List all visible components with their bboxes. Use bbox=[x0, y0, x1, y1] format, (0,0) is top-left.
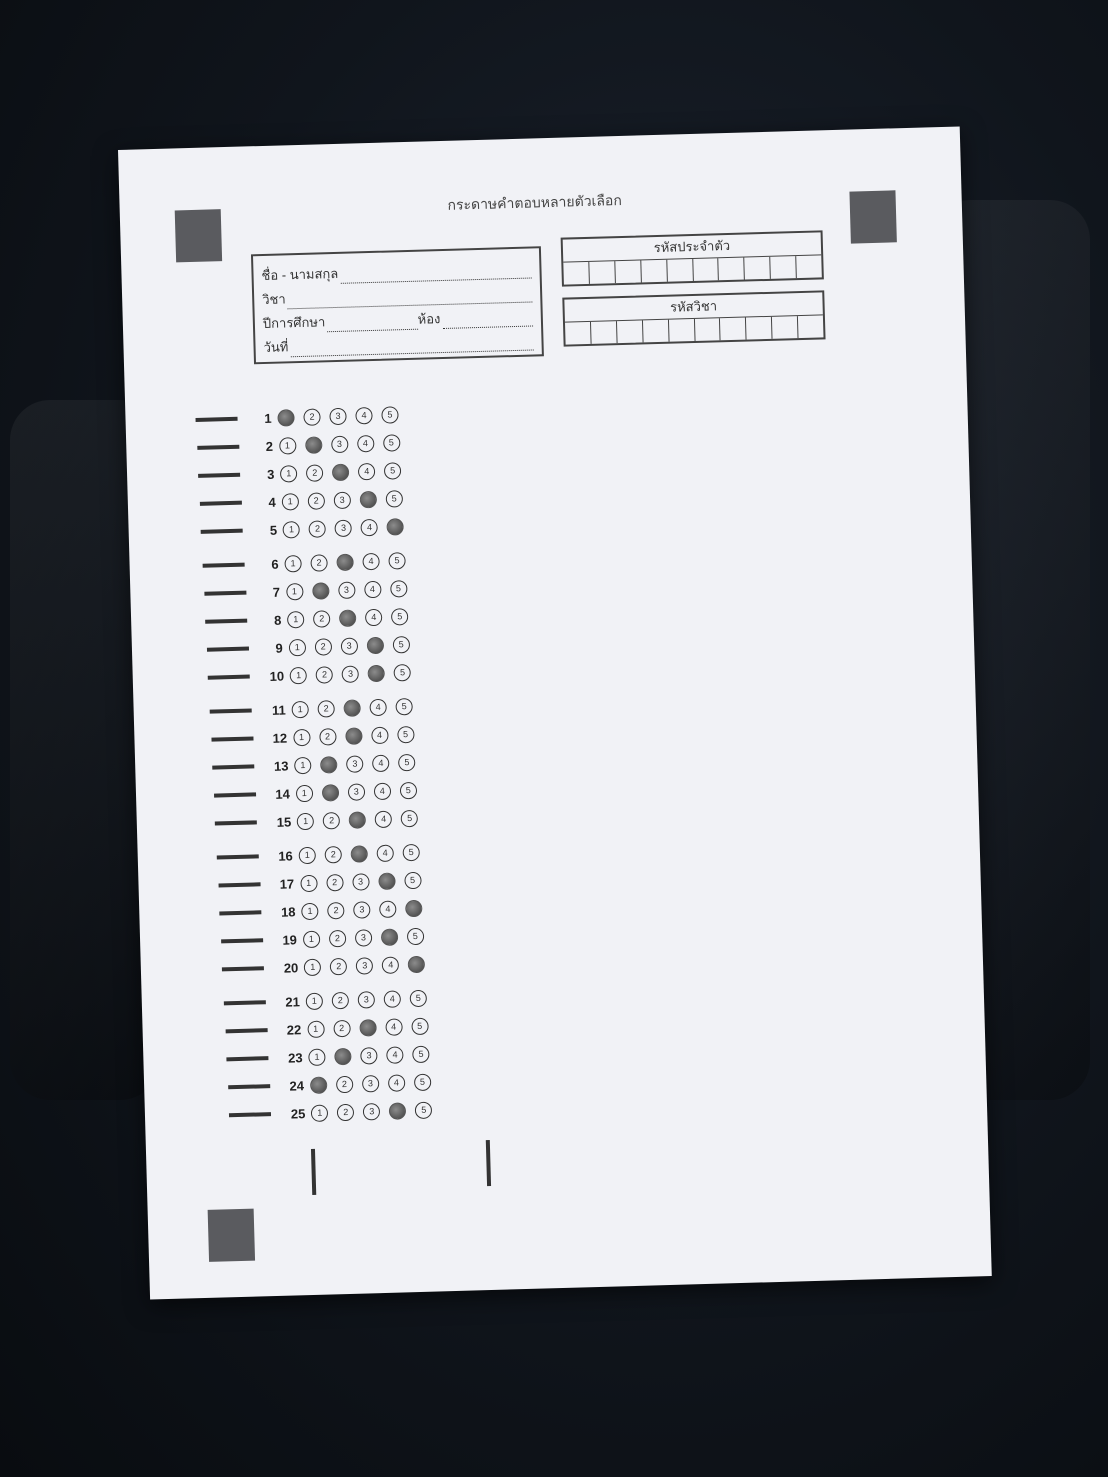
answer-bubble[interactable]: 2 bbox=[319, 728, 336, 745]
answer-bubble[interactable]: 1 bbox=[308, 1048, 325, 1065]
answer-bubble[interactable] bbox=[320, 756, 337, 773]
answer-bubble[interactable]: 3 bbox=[360, 1047, 377, 1064]
subject-code-cell[interactable] bbox=[565, 322, 592, 345]
answer-bubble[interactable] bbox=[339, 609, 356, 626]
question-number: 17 bbox=[279, 875, 295, 892]
answer-bubble[interactable]: 1 bbox=[280, 465, 297, 482]
answer-bubble[interactable]: 5 bbox=[388, 552, 405, 569]
answer-bubble[interactable]: 2 bbox=[316, 666, 333, 683]
question-number: 24 bbox=[289, 1077, 305, 1094]
answer-row bbox=[219, 898, 431, 924]
answer-bubble[interactable] bbox=[359, 490, 376, 507]
answer-bubble[interactable]: 1 bbox=[307, 1020, 324, 1037]
answer-bubble[interactable] bbox=[345, 727, 362, 744]
answer-bubble[interactable]: 2 bbox=[330, 957, 347, 974]
answer-bubble[interactable]: 5 bbox=[411, 1017, 428, 1034]
student-id-cell[interactable] bbox=[589, 261, 616, 284]
question-number: 23 bbox=[287, 1049, 303, 1066]
answer-bubble[interactable]: 3 bbox=[333, 491, 350, 508]
question-number: 11 bbox=[271, 702, 286, 718]
answer-bubble[interactable]: 1 bbox=[294, 756, 311, 773]
date-label: วันที่ bbox=[263, 339, 289, 356]
answer-row bbox=[214, 780, 426, 806]
answer-sheet bbox=[118, 126, 992, 1299]
answer-bubble[interactable]: 1 bbox=[281, 493, 298, 510]
answer-bubble[interactable]: 4 bbox=[379, 900, 396, 917]
answer-bubble[interactable]: 2 bbox=[325, 846, 342, 863]
answer-bubble[interactable]: 2 bbox=[309, 520, 326, 537]
timing-mark bbox=[210, 708, 252, 713]
answer-bubble[interactable]: 4 bbox=[365, 608, 382, 625]
timing-mark bbox=[215, 820, 257, 825]
sheet-title: กระดาษคำตอบหลายตัวเลือก bbox=[447, 191, 623, 213]
room-label: ห้อง bbox=[417, 311, 441, 327]
answer-bubble[interactable]: 5 bbox=[414, 1073, 431, 1090]
answer-bubble[interactable] bbox=[349, 811, 366, 828]
answer-bubble[interactable] bbox=[408, 955, 425, 972]
answer-row bbox=[208, 662, 420, 688]
answer-row bbox=[224, 987, 436, 1013]
student-id-cell[interactable] bbox=[719, 258, 746, 281]
answer-bubble[interactable]: 4 bbox=[371, 726, 388, 743]
timing-mark bbox=[212, 764, 254, 769]
answer-bubble[interactable] bbox=[343, 699, 360, 716]
question-number: 22 bbox=[286, 1021, 302, 1038]
answer-bubble[interactable]: 5 bbox=[384, 462, 401, 479]
answer-bubble[interactable]: 2 bbox=[329, 929, 346, 946]
answer-bubble[interactable]: 5 bbox=[415, 1101, 432, 1118]
answer-bubble[interactable]: 4 bbox=[361, 518, 378, 535]
answer-bubble[interactable]: 5 bbox=[400, 781, 417, 798]
answer-bubble[interactable]: 1 bbox=[286, 583, 303, 600]
answer-bubble[interactable] bbox=[389, 1102, 406, 1119]
timing-mark bbox=[222, 966, 264, 971]
question-number: 10 bbox=[269, 668, 285, 684]
answer-bubble[interactable]: 2 bbox=[337, 1103, 354, 1120]
student-id-cell[interactable] bbox=[615, 260, 642, 283]
subject-code-cell[interactable] bbox=[669, 319, 696, 342]
answer-bubble[interactable]: 1 bbox=[297, 812, 314, 829]
answer-bubble[interactable]: 2 bbox=[323, 812, 340, 829]
question-number: 14 bbox=[275, 785, 291, 802]
subject-code-cell[interactable] bbox=[617, 320, 644, 343]
timing-mark bbox=[197, 445, 239, 450]
registration-mark-top-right bbox=[849, 190, 896, 243]
student-id-cell[interactable] bbox=[641, 260, 668, 283]
timing-mark bbox=[225, 1028, 267, 1033]
subject-code-cell[interactable] bbox=[798, 315, 824, 338]
question-number: 16 bbox=[278, 847, 293, 864]
question-number: 18 bbox=[280, 903, 296, 920]
answer-bubble[interactable]: 2 bbox=[317, 700, 334, 717]
answer-bubble[interactable]: 5 bbox=[392, 636, 409, 653]
question-number: 7 bbox=[272, 584, 281, 600]
timing-mark bbox=[224, 1000, 266, 1005]
timing-mark bbox=[198, 473, 240, 478]
answer-bubble[interactable]: 3 bbox=[355, 929, 372, 946]
answer-row bbox=[228, 1071, 440, 1097]
answer-bubble[interactable]: 4 bbox=[384, 990, 401, 1007]
timing-mark bbox=[228, 1084, 270, 1089]
answer-bubble[interactable]: 2 bbox=[332, 991, 349, 1008]
answer-bubble[interactable]: 1 bbox=[284, 555, 301, 572]
timing-mark bbox=[218, 882, 260, 887]
question-number: 21 bbox=[285, 993, 301, 1010]
answer-bubble[interactable]: 1 bbox=[299, 846, 316, 863]
answer-bubble[interactable]: 4 bbox=[385, 1018, 402, 1035]
answer-bubble[interactable]: 3 bbox=[348, 783, 365, 800]
student-id-cell[interactable] bbox=[667, 259, 694, 282]
answer-bubble[interactable]: 2 bbox=[303, 408, 320, 425]
answer-bubble[interactable]: 1 bbox=[293, 728, 310, 745]
question-number: 9 bbox=[275, 640, 283, 656]
answer-bubble[interactable] bbox=[332, 463, 349, 480]
registration-mark-top-left bbox=[175, 209, 222, 262]
subject-code-cell[interactable] bbox=[772, 316, 799, 339]
answer-bubble[interactable]: 1 bbox=[301, 902, 318, 919]
answer-row bbox=[207, 634, 419, 660]
timing-mark bbox=[221, 938, 263, 943]
question-number: 3 bbox=[266, 466, 275, 482]
subject-code-cell[interactable] bbox=[694, 318, 721, 341]
answer-row bbox=[217, 842, 429, 868]
answer-bubble[interactable]: 1 bbox=[303, 930, 320, 947]
answer-bubble[interactable]: 3 bbox=[340, 637, 357, 654]
answer-bubble[interactable]: 2 bbox=[313, 610, 330, 627]
subject-code-label: รหัสวิชา bbox=[564, 292, 823, 322]
answer-row bbox=[211, 724, 423, 750]
answer-row bbox=[229, 1099, 441, 1125]
question-number: 12 bbox=[272, 730, 288, 746]
answer-row bbox=[201, 516, 413, 542]
answer-bubble[interactable] bbox=[366, 636, 383, 653]
question-number: 25 bbox=[290, 1105, 306, 1122]
answer-bubble[interactable] bbox=[336, 553, 353, 570]
answer-bubble[interactable]: 1 bbox=[289, 638, 306, 655]
answer-row bbox=[199, 488, 411, 514]
timing-mark bbox=[205, 619, 247, 624]
answer-bubble[interactable]: 2 bbox=[336, 1075, 353, 1092]
answer-bubble[interactable]: 2 bbox=[306, 464, 323, 481]
answer-bubble[interactable] bbox=[322, 784, 339, 801]
timing-mark bbox=[229, 1112, 271, 1117]
answer-row bbox=[197, 432, 409, 458]
answer-bubble[interactable]: 3 bbox=[346, 755, 363, 772]
answer-bubble[interactable]: 3 bbox=[362, 1075, 379, 1092]
question-number: 8 bbox=[273, 612, 282, 628]
answer-bubble[interactable]: 3 bbox=[352, 873, 369, 890]
registration-mark-bottom-left bbox=[208, 1209, 255, 1262]
timing-mark bbox=[203, 563, 245, 568]
student-id-cell[interactable] bbox=[745, 257, 772, 280]
answer-row bbox=[218, 870, 430, 896]
question-number: 2 bbox=[265, 438, 274, 454]
answer-bubble[interactable]: 1 bbox=[279, 437, 296, 454]
question-number: 20 bbox=[283, 959, 299, 976]
answer-bubble[interactable]: 5 bbox=[401, 809, 418, 826]
answer-bubble[interactable]: 3 bbox=[331, 435, 348, 452]
answer-bubble[interactable]: 5 bbox=[397, 725, 414, 742]
answer-bubble[interactable]: 5 bbox=[407, 927, 424, 944]
subject-label: วิชา bbox=[262, 291, 286, 308]
answer-bubble[interactable]: 5 bbox=[391, 608, 408, 625]
student-id-cell[interactable] bbox=[770, 256, 797, 279]
answer-bubble[interactable]: 2 bbox=[310, 554, 327, 571]
answer-bubble[interactable] bbox=[305, 436, 322, 453]
answer-bubble[interactable]: 2 bbox=[327, 901, 344, 918]
answer-bubble[interactable]: 5 bbox=[410, 989, 427, 1006]
answer-row bbox=[204, 578, 416, 604]
answer-bubble[interactable]: 4 bbox=[364, 580, 381, 597]
question-number: 15 bbox=[276, 813, 292, 830]
answer-bubble[interactable]: 4 bbox=[386, 1046, 403, 1063]
timing-mark bbox=[201, 529, 243, 534]
answer-bubble[interactable]: 1 bbox=[291, 700, 308, 717]
student-id-cell[interactable] bbox=[563, 262, 590, 285]
timing-mark bbox=[219, 910, 261, 915]
answer-bubble[interactable]: 4 bbox=[372, 754, 389, 771]
timing-mark bbox=[204, 591, 246, 596]
answer-bubble[interactable]: 4 bbox=[374, 782, 391, 799]
answer-bubble[interactable]: 1 bbox=[311, 1104, 328, 1121]
answer-bubble[interactable]: 5 bbox=[390, 580, 407, 597]
answer-row bbox=[212, 752, 424, 778]
answer-bubble[interactable]: 3 bbox=[329, 407, 346, 424]
answer-row bbox=[215, 808, 427, 834]
answer-row bbox=[195, 404, 407, 430]
answer-bubble[interactable]: 5 bbox=[381, 406, 398, 423]
answer-bubble[interactable]: 5 bbox=[404, 871, 421, 888]
timing-mark bbox=[208, 675, 250, 680]
answer-bubble[interactable] bbox=[351, 845, 368, 862]
student-info-box bbox=[251, 246, 544, 364]
answer-bubble[interactable]: 2 bbox=[307, 492, 324, 509]
answer-bubble[interactable]: 3 bbox=[358, 991, 375, 1008]
student-id-box bbox=[561, 230, 824, 286]
answer-bubble[interactable]: 3 bbox=[338, 581, 355, 598]
student-id-cell[interactable] bbox=[796, 255, 822, 278]
answer-bubble[interactable] bbox=[378, 872, 395, 889]
answer-bubble[interactable]: 5 bbox=[383, 434, 400, 451]
timing-mark bbox=[207, 647, 249, 652]
answer-bubble[interactable]: 1 bbox=[296, 784, 313, 801]
answer-bubble[interactable]: 4 bbox=[357, 434, 374, 451]
answer-bubble[interactable]: 2 bbox=[326, 874, 343, 891]
subject-code-box bbox=[562, 290, 825, 346]
answer-bubble[interactable]: 3 bbox=[342, 665, 359, 682]
answer-bubble[interactable]: 4 bbox=[369, 698, 386, 715]
timing-mark bbox=[196, 417, 238, 422]
answer-bubble[interactable]: 3 bbox=[356, 957, 373, 974]
timing-mark bbox=[227, 1056, 269, 1061]
alignment-bar-left bbox=[311, 1149, 316, 1195]
answer-bubble[interactable] bbox=[310, 1076, 327, 1093]
question-number: 1 bbox=[264, 410, 272, 426]
answer-bubble[interactable]: 5 bbox=[385, 490, 402, 507]
answer-bubble[interactable]: 1 bbox=[300, 874, 317, 891]
answer-row bbox=[209, 696, 421, 722]
answer-row bbox=[221, 926, 433, 952]
answer-bubble[interactable] bbox=[387, 518, 404, 535]
timing-mark bbox=[200, 501, 242, 506]
subject-code-cell[interactable] bbox=[746, 317, 773, 340]
answer-bubble[interactable] bbox=[277, 409, 294, 426]
answer-row bbox=[198, 460, 410, 486]
answer-row bbox=[226, 1043, 438, 1069]
question-number: 5 bbox=[269, 522, 278, 538]
answer-bubble[interactable]: 1 bbox=[290, 666, 307, 683]
answer-bubble[interactable]: 1 bbox=[287, 610, 304, 627]
answer-row bbox=[222, 953, 434, 979]
student-id-cell[interactable] bbox=[693, 258, 720, 281]
answer-bubble[interactable]: 3 bbox=[353, 901, 370, 918]
answer-bubble[interactable]: 4 bbox=[355, 407, 372, 424]
timing-mark bbox=[217, 854, 259, 859]
answer-bubble[interactable]: 4 bbox=[376, 844, 393, 861]
answer-bubble[interactable] bbox=[381, 928, 398, 945]
answer-bubble[interactable]: 4 bbox=[382, 956, 399, 973]
answer-row bbox=[225, 1015, 437, 1041]
answer-bubble[interactable]: 2 bbox=[315, 638, 332, 655]
answer-bubble[interactable]: 3 bbox=[363, 1103, 380, 1120]
student-id-label: รหัสประจำตัว bbox=[563, 232, 822, 262]
alignment-bar-right bbox=[486, 1140, 491, 1186]
answer-bubble[interactable] bbox=[359, 1019, 376, 1036]
answer-bubble[interactable] bbox=[334, 1047, 351, 1064]
answer-bubble[interactable] bbox=[368, 664, 385, 681]
timing-mark bbox=[214, 792, 256, 797]
answer-bubble[interactable]: 5 bbox=[402, 843, 419, 860]
answer-bubble[interactable]: 4 bbox=[362, 552, 379, 569]
answer-bubble[interactable]: 5 bbox=[394, 664, 411, 681]
question-number: 19 bbox=[282, 931, 298, 948]
name-label: ชื่อ - นามสกุล bbox=[261, 265, 339, 284]
answer-bubble[interactable] bbox=[312, 582, 329, 599]
answer-bubble[interactable]: 1 bbox=[306, 992, 323, 1009]
answer-bubble[interactable]: 1 bbox=[283, 521, 300, 538]
question-number: 6 bbox=[271, 556, 279, 572]
answer-bubble[interactable] bbox=[405, 899, 422, 916]
answer-bubble[interactable]: 2 bbox=[333, 1019, 350, 1036]
answer-row bbox=[205, 606, 417, 632]
timing-mark bbox=[211, 736, 253, 741]
question-number: 4 bbox=[268, 494, 276, 510]
answer-row bbox=[202, 550, 414, 576]
answer-bubble[interactable]: 4 bbox=[375, 810, 392, 827]
answer-bubble[interactable]: 5 bbox=[395, 697, 412, 714]
answer-bubble[interactable]: 5 bbox=[412, 1045, 429, 1062]
subject-code-cell[interactable] bbox=[591, 321, 618, 344]
answer-bubble[interactable]: 4 bbox=[358, 462, 375, 479]
year-label: ปีการศึกษา bbox=[262, 314, 326, 332]
answer-bubble[interactable]: 3 bbox=[335, 519, 352, 536]
answer-bubble[interactable]: 1 bbox=[304, 958, 321, 975]
question-number: 13 bbox=[273, 757, 289, 774]
answer-bubble[interactable]: 5 bbox=[398, 753, 415, 770]
answer-bubble[interactable]: 4 bbox=[388, 1074, 405, 1091]
subject-code-cell[interactable] bbox=[643, 320, 670, 343]
subject-code-cell[interactable] bbox=[720, 318, 747, 341]
